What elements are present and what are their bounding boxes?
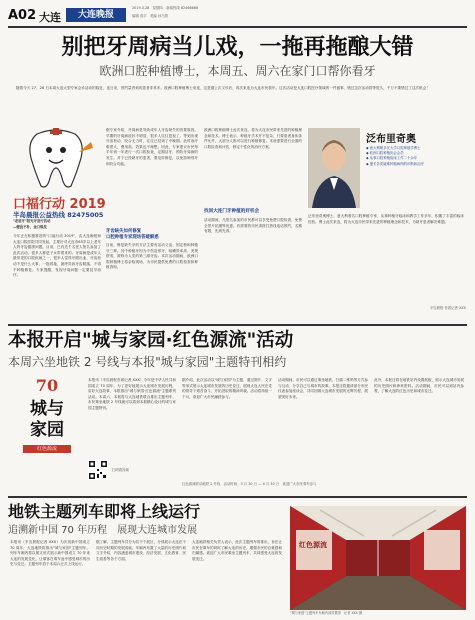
- expert-portrait: [308, 128, 360, 208]
- story1-headline: 别把牙周病当儿戏，一拖再拖酿大错: [61, 35, 414, 60]
- expert-badges: [366, 146, 464, 167]
- story2-headline: 本报开启"城与家园·红色源流"活动: [8, 330, 294, 351]
- story1-col2-sub1: 牙齿缺失如何修复: [106, 229, 142, 234]
- header-meta-2: 编辑 高宇 美编 孙乃燕: [132, 14, 169, 18]
- expert-badge: ◆ 从事口腔种植临床工作二十余年: [366, 156, 418, 161]
- expert-photo: [308, 128, 360, 208]
- section-name: 大连: [39, 11, 61, 24]
- expert-sidebar: [308, 128, 466, 318]
- train-interior-illustration: [290, 506, 466, 610]
- story1-col2-sub2: 口腔种植专家现场答疑解惑: [106, 235, 159, 240]
- photo-caption: "城与家园"主题列车车厢内部效果图 记者 XXX 摄: [290, 611, 363, 615]
- qr-code[interactable]: [88, 460, 108, 480]
- promo-tag-2: —健齿不补，金口焕发: [13, 225, 47, 229]
- header-rule: [8, 26, 467, 28]
- logo-seventy: 70: [35, 376, 59, 395]
- story3-headline: 地铁主题列车即将上线运行: [8, 502, 201, 521]
- tooth-mascot: [13, 128, 99, 192]
- logo-subtitle: 红色源流: [23, 445, 71, 453]
- expert-badge: ◆ 意大利帕多瓦大学口腔种植学博士: [366, 146, 421, 150]
- story2-col1-text: 本报讯（半岛晨报首席记者 XXX）今年是中华人民共和国成立 70 周年，为了更好地展示大连城市发展历程，讲好大连故事，本报推出"城与家园·红色源流"主题系列活动。本周六，本报将与大连地铁联合推出主题列车，市民乘坐地铁 2 号线就可以看到本报精心设计的城与家园主题特刊。: [88, 378, 176, 410]
- tooth-illustration: [13, 128, 99, 192]
- city-home-logo: [12, 376, 82, 480]
- story2-col4-text: 此外，本报还将在地铁站内设置展板，展示大连城市发展的历史照片和珍贵资料。活动期间，市民可以到站内参观，了解大连的红色历史和城市变迁。: [374, 378, 464, 394]
- story1-col2-text: 据专家介绍，牙周病是导致成年人牙齿缺失的首要原因。早期的牙周病症状不明显，很多人往往忽视了。等到出现牙齿松动、咬合无力时，往往已经到了中晚期。此时治疗难度大，费用高，效果也不理想。因此，专家建议市民每半年到一年进行一次口腔检查，定期洁牙，预防牙周病的发生。对于已经缺牙的患者，要及时修复，以免影响邻牙和咬合功能。: [106, 128, 198, 166]
- qr-code-icon: [88, 460, 108, 480]
- photo-banner: 红色源流: [299, 540, 327, 549]
- story1-bottom-rule: [8, 324, 467, 326]
- promo-tag-1: "老爸牙"阳光牙爸行活动: [13, 219, 51, 223]
- masthead-logo: [66, 8, 126, 22]
- story1-col3-text2: 活动期间，凡报名参加的市民都可以享受免费口腔检查、免费全景片拍摄等优惠。有需要的市民请拨打热线电话预约，名额有限，先到先得。: [204, 218, 302, 234]
- story3-col3-text: 大连地铁相关负责人表示，此次主题列车的推出，旨在让市民在乘车的同时了解大连的历史，增强市民的自豪感和归属感。欢迎广大市民乘坐主题列车，共同感受大连的发展变迁。: [192, 540, 282, 561]
- story2-col3-text: 活动期间，市民可以通过乘坐地铁、扫描二维码等方式参与互动，分享自己与城市的故事。本报还将邀请部分市民代表参加座谈会，共同回顾大连城市发展的光辉历程，展望美好未来。: [278, 378, 368, 399]
- story1-col3-text: 欧洲口腔种植博士此次来连，将为大连市民带来先进的种植理念和技术。博士表示，种植牙手术并不复杂，只要患者身体条件允许，大部分人都可以进行种植修复。术前需要进行全面的口腔检查和评估，制定个性化的治疗方案。: [204, 128, 302, 149]
- story3-col1-text: 本报讯（半岛晨报记者 XXX）为庆祝新中国成立 70 周年，大连地铁将推出"城与家园"主题列车。列车车厢内将以图文形式展示新中国成立 70 年来大连的发展变化，让乘客在乘车途中感受城市的历史与变迁。主题列车将于本周六正式上线运行。: [10, 540, 90, 567]
- story1-col3-sub1: 找回大连门牙种植的好机会: [204, 209, 260, 214]
- story1-subhead: 欧洲口腔种植博士，本周五、周六在家门口帮你看牙: [99, 64, 376, 78]
- page-header: [8, 4, 467, 24]
- story3-col2-text: 据了解，主题列车共分为若干个展区，分别展示大连在不同历史时期的发展成就。车厢内布置了大量的历史照片和文字介绍，内容涵盖城市建设、经济发展、文化教育、民生改善等各个方面。: [96, 540, 186, 561]
- page-number: A02: [8, 8, 37, 23]
- story1-col2-text2: 目前，修复缺失牙的方法主要有活动义齿、固定桥和种植牙三种。其中种植牙因为不伤及邻牙、咀嚼效率高、美观舒适，被称为人类的第三副牙齿。本次活动期间，欧洲口腔种植博士将亲临现场，为市民提供免费的口腔检查和种植咨询。: [106, 243, 198, 270]
- expert-badge: ◆ 欧洲口腔种植协会会员: [366, 151, 404, 156]
- story2-footer: 红色源流联动地铁 2 号线 活动时间：3 月 30 日 — 4 月 30 日 欢迎广大市民乘车参与: [182, 482, 317, 486]
- train-interior-photo: [290, 506, 466, 610]
- story2-bottom-rule: [8, 496, 467, 498]
- story3-subhead: 追溯新中国 70 年历程 展现大连城市发展: [8, 525, 198, 536]
- story1-col1-text: 今年正在积极推进的"口福行动 2019"，由大连晚报和大连口腔医院共同发起，主要针对大连市65岁以上老年人的牙齿健康问题。目前，已有近千名老人报名参加了此次活动，很多人都是子女带着来的。牙周病是成年人最常见的口腔疾病之一，很多人觉得牙龈出血、牙齿松动不是什么大事，一拖再拖，最终导致牙齿脱落，不得不种植修复。专家提醒，发现牙周问题一定要及早治疗。: [13, 234, 101, 278]
- story2-col2-text: 据介绍，此次活动以"城与家园"为主题，通过图片、文字等形式展示大连城市发展的历史变迁，展现大连人民在党的领导下艰苦奋斗、开拓进取的精神风貌。活动将持续一个月，欢迎广大市民踊跃参与。: [182, 378, 272, 399]
- story2-subhead: 本周六坐地铁 2 号线与本报"城与家园"主题特刊相约: [8, 355, 287, 369]
- logo-title: 城与家园: [30, 399, 64, 440]
- expert-badge: ◆ 擅长各类疑难种植病例的诊断和治疗: [366, 161, 424, 166]
- header-meta-1: 2019.3.28 星期四 新闻热线 82466666: [132, 6, 199, 10]
- promo-title: 口福行动 2019: [13, 197, 106, 212]
- promo-hotline: 半岛晨报公益热线 82475005: [13, 211, 104, 219]
- masthead-text: 大连晚报: [77, 10, 114, 20]
- expert-sidebar-text: 泛布里奇奥博士，意大利著名口腔种植专家，从事种植牙临床和教学工作多年，积累了丰富的临床经验。博士此次来连，将为大连市民带来先进的种植理念和技术，为缺牙患者解决难题。: [308, 214, 464, 224]
- qr-label: 扫码看视频: [112, 468, 129, 472]
- reporter-byline: 半岛晨报·首席记者 XXX: [429, 306, 466, 310]
- story1-lead: 随着今天 27、28 日本周大连大型专家会诊活动的临近，连日来，预约量咨询的患者非常多。欧洲口腔种植博士来连，这是继上次义诊后，再次来连为大连市民看牙。这次活动是大连口腔医疗领域的一件盛事，错过这次活动将等很久，千万不要错过了这次机会！: [16, 86, 430, 90]
- expert-name: 泛布里奇奥: [366, 134, 416, 145]
